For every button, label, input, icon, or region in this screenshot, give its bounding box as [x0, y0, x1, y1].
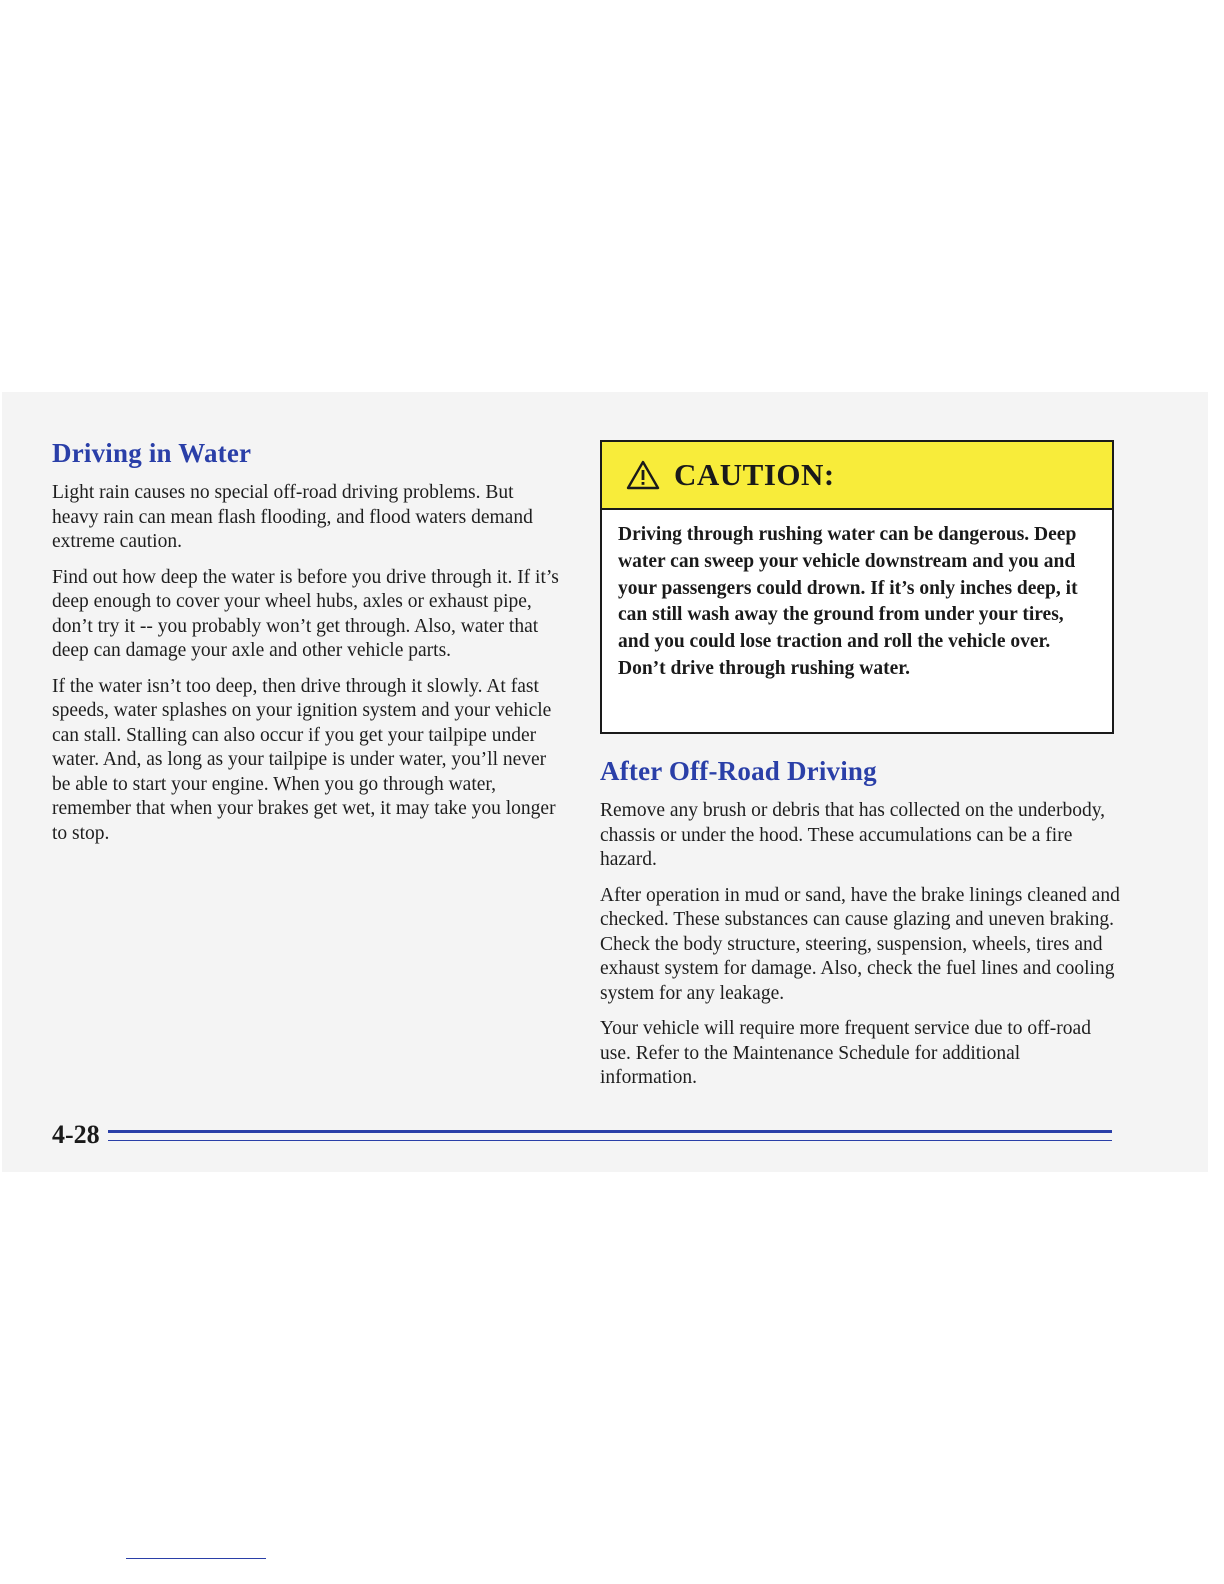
caution-text: Driving through rushing water can be dangerous. Deep water can sweep your vehicle downstream and you and your passengers could drown. If it’s only inches deep, it can still wash away the ground from under your tires, and you could lose traction and roll the vehicle over. Don’t drive through rushing water.	[618, 524, 1078, 679]
bottom-underline-mark	[126, 1558, 266, 1559]
driving-in-water-paragraph-2: Find out how deep the water is before you drive through it. If it’s deep enough to cover your wheel hubs, axles or exhaust pipe, don’t try it -- you probably won’t get through. Also, water that deep can damage your axle and other vehicle parts.	[52, 566, 559, 661]
caution-box	[600, 440, 1114, 734]
caution-header	[602, 442, 1112, 510]
after-off-road-section	[600, 756, 1120, 1091]
warning-triangle-icon	[626, 460, 660, 490]
after-off-road-paragraph-1: Remove any brush or debris that has collected on the underbody, chassis or under the hood. These accumulations can be a fire hazard.	[600, 800, 1106, 870]
after-off-road-heading: After Off-Road Driving	[600, 756, 877, 786]
driving-in-water-heading: Driving in Water	[52, 438, 252, 468]
footer-rule-thin	[108, 1140, 1112, 1141]
after-off-road-paragraph-2: After operation in mud or sand, have the brake linings cleaned and checked. These substances can cause glazing and uneven braking. Check the body structure, steering, suspension, wheels, tires and exhaust system for damage. Also, check the fuel lines and cooling system for any leakage.	[600, 884, 1120, 1004]
left-column	[52, 438, 562, 857]
after-off-road-paragraph-3: Your vehicle will require more frequent service due to off-road use. Refer to the Maintenance Schedule for additional information.	[600, 1018, 1091, 1088]
footer-rule-thick	[108, 1130, 1112, 1133]
right-column	[600, 440, 1120, 1102]
caution-title: CAUTION:	[674, 457, 835, 492]
page-footer	[52, 1118, 1114, 1158]
driving-in-water-paragraph-1: Light rain causes no special off-road driving problems. But heavy rain can mean flash flooding, and flood waters demand extreme caution.	[52, 482, 533, 552]
page-number: 4-28	[52, 1120, 100, 1149]
driving-in-water-paragraph-3: If the water isn’t too deep, then drive through it slowly. At fast speeds, water splashes on your ignition system and your vehicle can stall. Stalling can also occur if you get your tailpipe under water. And, as long as your tailpipe is under water, you’ll never be able to start your engine. When you go through water, remember that when your brakes get wet, it may take you longer to stop.	[52, 675, 556, 844]
